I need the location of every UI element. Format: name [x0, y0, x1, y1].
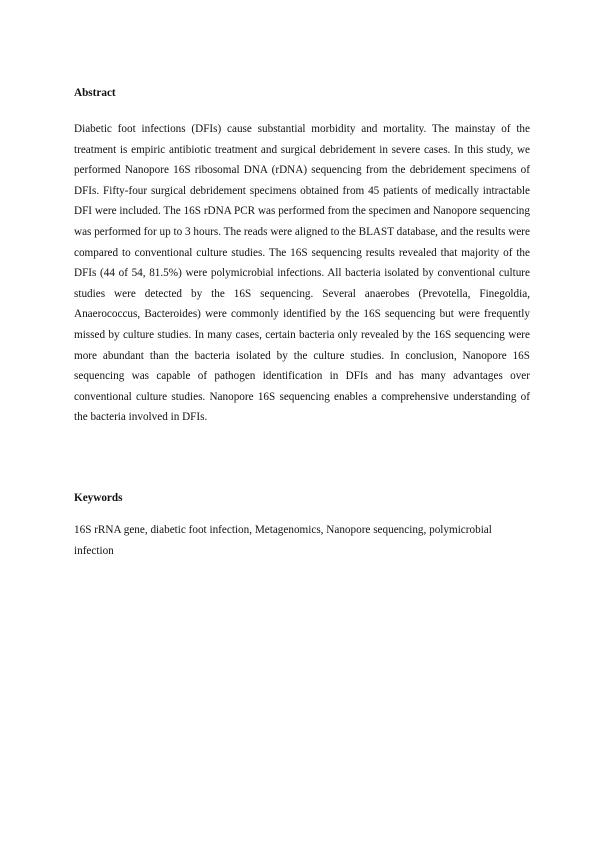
keywords-section [74, 490, 530, 561]
keywords-heading: Keywords [74, 492, 123, 504]
abstract-body: Diabetic foot infections (DFIs) cause substantial morbidity and mortality. The mainstay of the treatment is empiric antibiotic treatment and surgical debridement in severe cases. In this study, we performed Nanopore 16S ribosomal DNA (rDNA) sequencing from the debridement specimens of DFIs. Fifty-four surgical debridement specimens obtained from 45 patients of medically intractable DFI were included. The 16S rDNA PCR was performed from the specimen and Nanopore sequencing was performed for up to 3 hours. The reads were aligned to the BLAST database, and the results were compared to conventional culture studies. The 16S sequencing results revealed that majority of the DFIs (44 of 54, 81.5%) were polymicrobial infections. All bacteria isolated by conventional culture studies were detected by the 16S sequencing. Several anaerobes (Prevotella, Finegoldia, Anaerococcus, Bacteroides) were commonly identified by the 16S sequencing but were frequently missed by culture studies. In many cases, certain bacteria only revealed by the 16S sequencing were more abundant than the bacteria isolated by the culture studies. In conclusion, Nanopore 16S sequencing was capable of pathogen identification in DFIs and has many advantages over conventional culture studies. Nanopore 16S sequencing enables a comprehensive understanding of the bacteria involved in DFIs. [74, 123, 530, 424]
keywords-body: 16S rRNA gene, diabetic foot infection, Metagenomics, Nanopore sequencing, polymicrobial infection [74, 524, 492, 557]
abstract-heading: Abstract [74, 87, 116, 99]
abstract-section [74, 85, 530, 428]
